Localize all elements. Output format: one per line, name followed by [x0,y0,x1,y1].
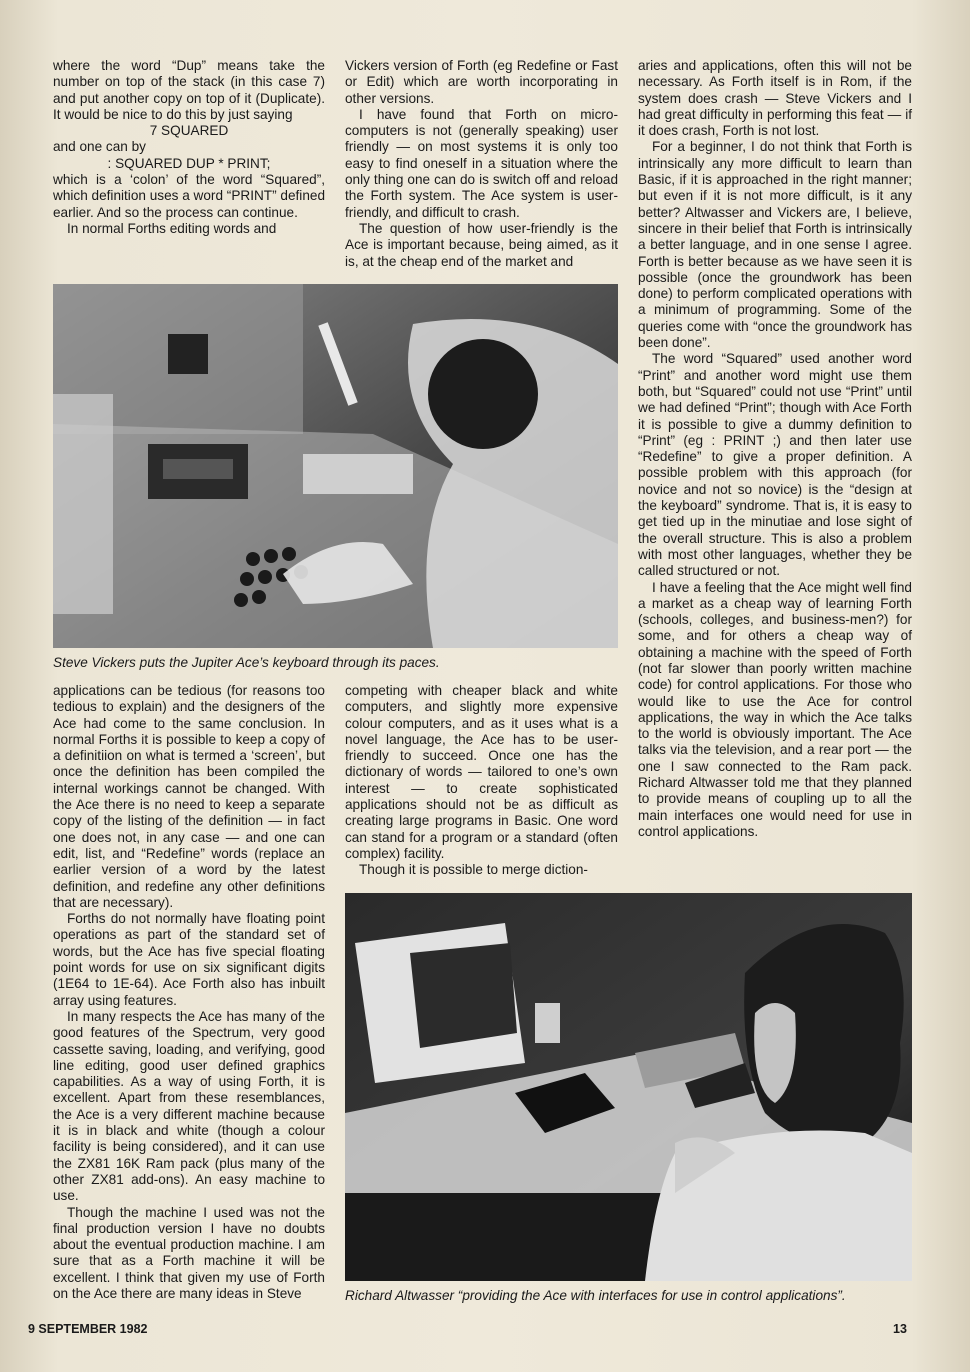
caption-photo-1: Steve Vickers puts the Jupiter Ace’s keyboard through its paces. [53,655,440,670]
paragraph: Vickers version of Forth (eg Redefine or Fast or Edit) which are worth incorporating in other versions. [345,58,618,106]
page-number: 13 [893,1322,907,1336]
column-2-top [345,58,618,270]
column-1-top [53,58,325,237]
paragraph: applications can be tedious (for reasons too tedious to explain) and the designers of the Ace had come to the same conclusion. In normal Forths it is possible to keep a copy of a definitiion on what is termed a ‘screen’, but once the definition has been compiled the internal workings cannot be changed. With the Ace there is no need to keep a separate copy of the listing of the definition — in fact one does not, in any case — and one can edit, list, and “Redefine” words (replace an earlier version of a word by the latest definition, and redefine any other definitions that are necessary). [53,683,325,910]
paragraph: which is a ‘colon’ of the word “Squared”, which definition uses a word “PRINT” defined earlier. And so the process can continue. [53,172,326,220]
paragraph: Though the machine I used was not the final production version I have no doubts about the eventual production machine. I am sure that as a Forth machine it will be excellent. I think that given my use of Forth on the Ace there are many ideas in Steve [53,1204,325,1301]
paragraph: competing with cheaper black and white computers, and slightly more expensive colour computers, and as it uses what is a novel language, the Ace has to be user-friendly to succeed. Once one has the dictionary of words — tailored to one’s own interest — to create sophisticated applications should not be as difficult as creating large programs in Basic. One word can stand for a program or a standard (often complex) facility. [345,683,618,861]
paragraph: In normal Forths editing words and [67,220,277,236]
column-1-bottom [53,683,325,1302]
photo-steve-vickers [53,284,618,648]
paragraph: aries and applications, often this will not be necessary. As Forth itself is in Rom, if the system does crash — Steve Vickers and I had great difficulty in performing this feat — if it does crash, Forth is not lost. [638,58,912,139]
column-2-bottom [345,683,618,879]
photo-steve-vickers-image [53,284,618,648]
paragraph: In many respects the Ace has many of the good features of the Spectrum, very good cassette saving, loading, and verifying, good line editing, good user defined graphics capabilities. As a way of using Forth, it is excellent. Apart from these resemblances, the Ace is a very different machine because it is in black and white (though a colour facility is being considered), and it can use the ZX81 16K Ram pack (plus many of the other ZX81 add-ons). An easy machine to use. [53,1008,325,1204]
paragraph: I have found that Forth on micro-computers is not (generally speaking) user friendly — on most systems it is only too easy to find oneself in a situation where the only thing one can do is switch off and reload the Forth system. The Ace system is user-friendly, and difficult to crash. [345,106,618,220]
code-line: : SQUARED DUP * PRINT; [107,155,271,171]
code-line: 7 SQUARED [149,123,229,139]
paragraph: and one can by [53,139,146,155]
photo-richard-altwasser [345,893,912,1281]
paragraph: I have a feeling that the Ace might well find a market as a cheap way of learning Forth (schools, colleges, and business-men?) for some, and for others a cheap way of obtaining a machine with the speed of Forth (not far slower than poorly written machine code) for control applications. For those who would like to use the Ace for control applications, the way in which the Ace talks to the world is obviously important. The Ace talks via the television, and a rear port — the one I saw connected to the Ram pack. Richard Altwasser told me that they planned to provide means of coupling up to all the main interfaces one would need for use in control applications. [638,579,912,839]
photo-richard-altwasser-image [345,893,912,1281]
paragraph: The word “Squared” used another word “Print” and another word might use them both, but “Squared” could not use “Print” until we had defined “Print”; though with Ace Forth it is possible to give a dummy definition to “Print” (eg : PRINT ;) and then later use “Redefine” to give a proper definition. A possible problem with this approach (for novice and not so novice) is the “design at the keyboard” syndrome. That is, it is easy to get tied up in the minutiae and lose sight of the overall structure. This is also a problem with most other languages, whether they be called structured or not. [638,351,912,579]
paragraph: The question of how user-friendly is the Ace is important because, being aimed, as it is, at the cheap end of the market and [345,220,618,269]
issue-date: 9 SEPTEMBER 1982 [28,1322,148,1336]
paragraph: Forths do not normally have floating point operations as part of the standard set of words, but the Ace has five special floating point words for use on six significant digits (1E64 to 1E-64). Ace Forth also has inbuilt array using features. [53,911,325,1008]
caption-photo-2: Richard Altwasser “providing the Ace with interfaces for use in control applications”. [345,1288,846,1303]
paragraph: For a beginner, I do not think that Forth is intrinsically any more difficult to learn than Basic, if it is approached in the right manner; but even if it is not more difficult, is it any better? Altwasser and Vickers are, I believe, sincere in their belief that Forth is intrinsically a better language, and in one sense I agree. Forth is better because as we have seen it is possible (once the groundwork has been done) to perform complicated operations with a minimum of programming. Some of the queries come with “once the groundwork has been done”. [638,139,912,351]
paragraph: where the word “Dup” means take the number on top of the stack (in this case 7) and put another copy on top of it (Duplicate). It would be nice to do this by just saying [53,58,325,122]
column-3 [638,58,912,840]
paragraph: Though it is possible to merge diction- [359,862,588,878]
